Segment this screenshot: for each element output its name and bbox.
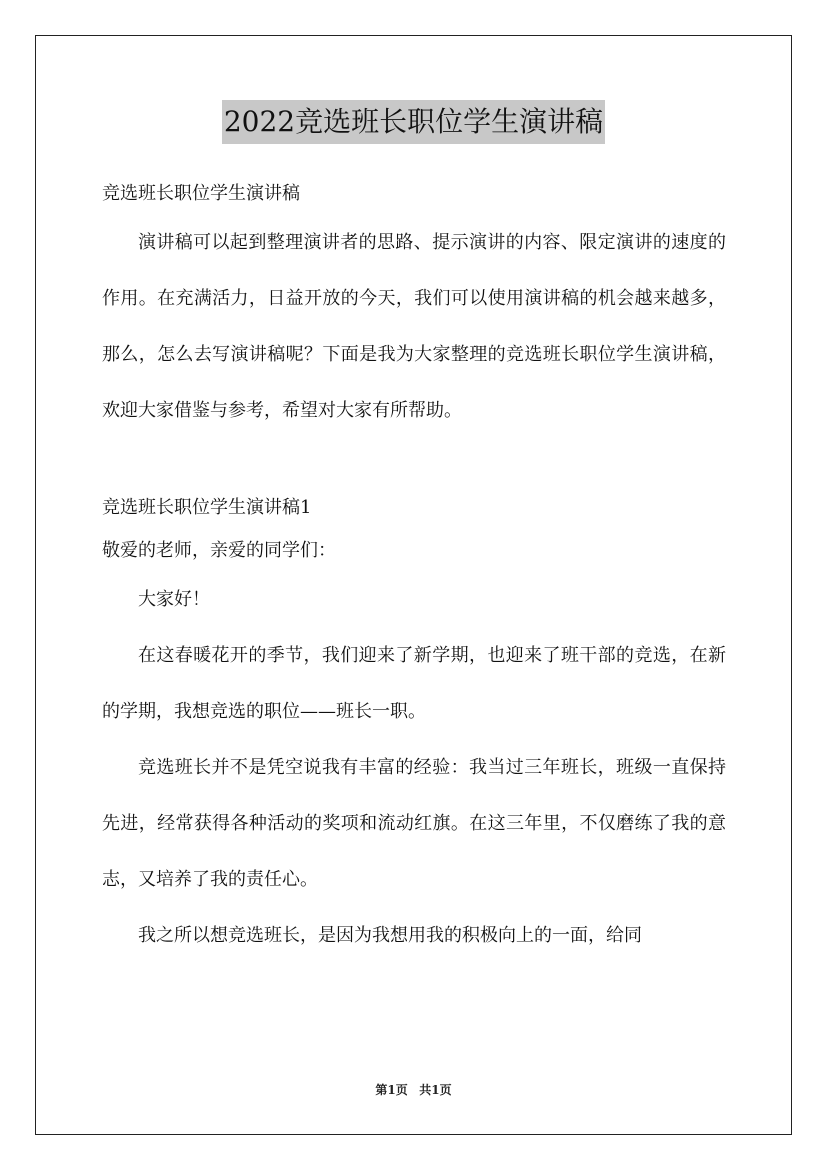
blank-line bbox=[102, 439, 726, 486]
body-paragraph: 在这春暖花开的季节，我们迎来了新学期，也迎来了班干部的竞选，在新的学期，我想竞选的职位——班长一职。 bbox=[102, 645, 726, 722]
document-body bbox=[102, 172, 726, 964]
page-total: 共1页 bbox=[419, 1083, 452, 1097]
document-title-text: 2022竞选班长职位学生演讲稿 bbox=[222, 100, 605, 144]
body-paragraph: 我之所以想竞选班长，是因为我想用我的积极向上的一面，给同 bbox=[138, 925, 642, 946]
greeting: 大家好！ bbox=[138, 589, 210, 610]
section-heading: 竞选班长职位学生演讲稿1 bbox=[102, 497, 312, 518]
page-footer bbox=[0, 1081, 827, 1098]
document-subtitle: 竞选班长职位学生演讲稿 bbox=[102, 183, 300, 204]
salutation: 敬爱的老师，亲爱的同学们： bbox=[102, 540, 336, 561]
document-title bbox=[0, 100, 827, 144]
intro-paragraph: 演讲稿可以起到整理演讲者的思路、提示演讲的内容、限定演讲的速度的作用。在充满活力，日益开放的今天，我们可以使用演讲稿的机会越来越多，那么，怎么去写演讲稿呢？下面是我为大家整理的竞选班长职位学生演讲稿，欢迎大家借鉴与参考，希望对大家有所帮助。 bbox=[102, 232, 726, 421]
page-number: 第1页 bbox=[375, 1083, 408, 1097]
body-paragraph: 竞选班长并不是凭空说我有丰富的经验：我当过三年班长，班级一直保持先进，经常获得各种活动的奖项和流动红旗。在这三年里，不仅磨练了我的意志，又培养了我的责任心。 bbox=[102, 757, 726, 890]
